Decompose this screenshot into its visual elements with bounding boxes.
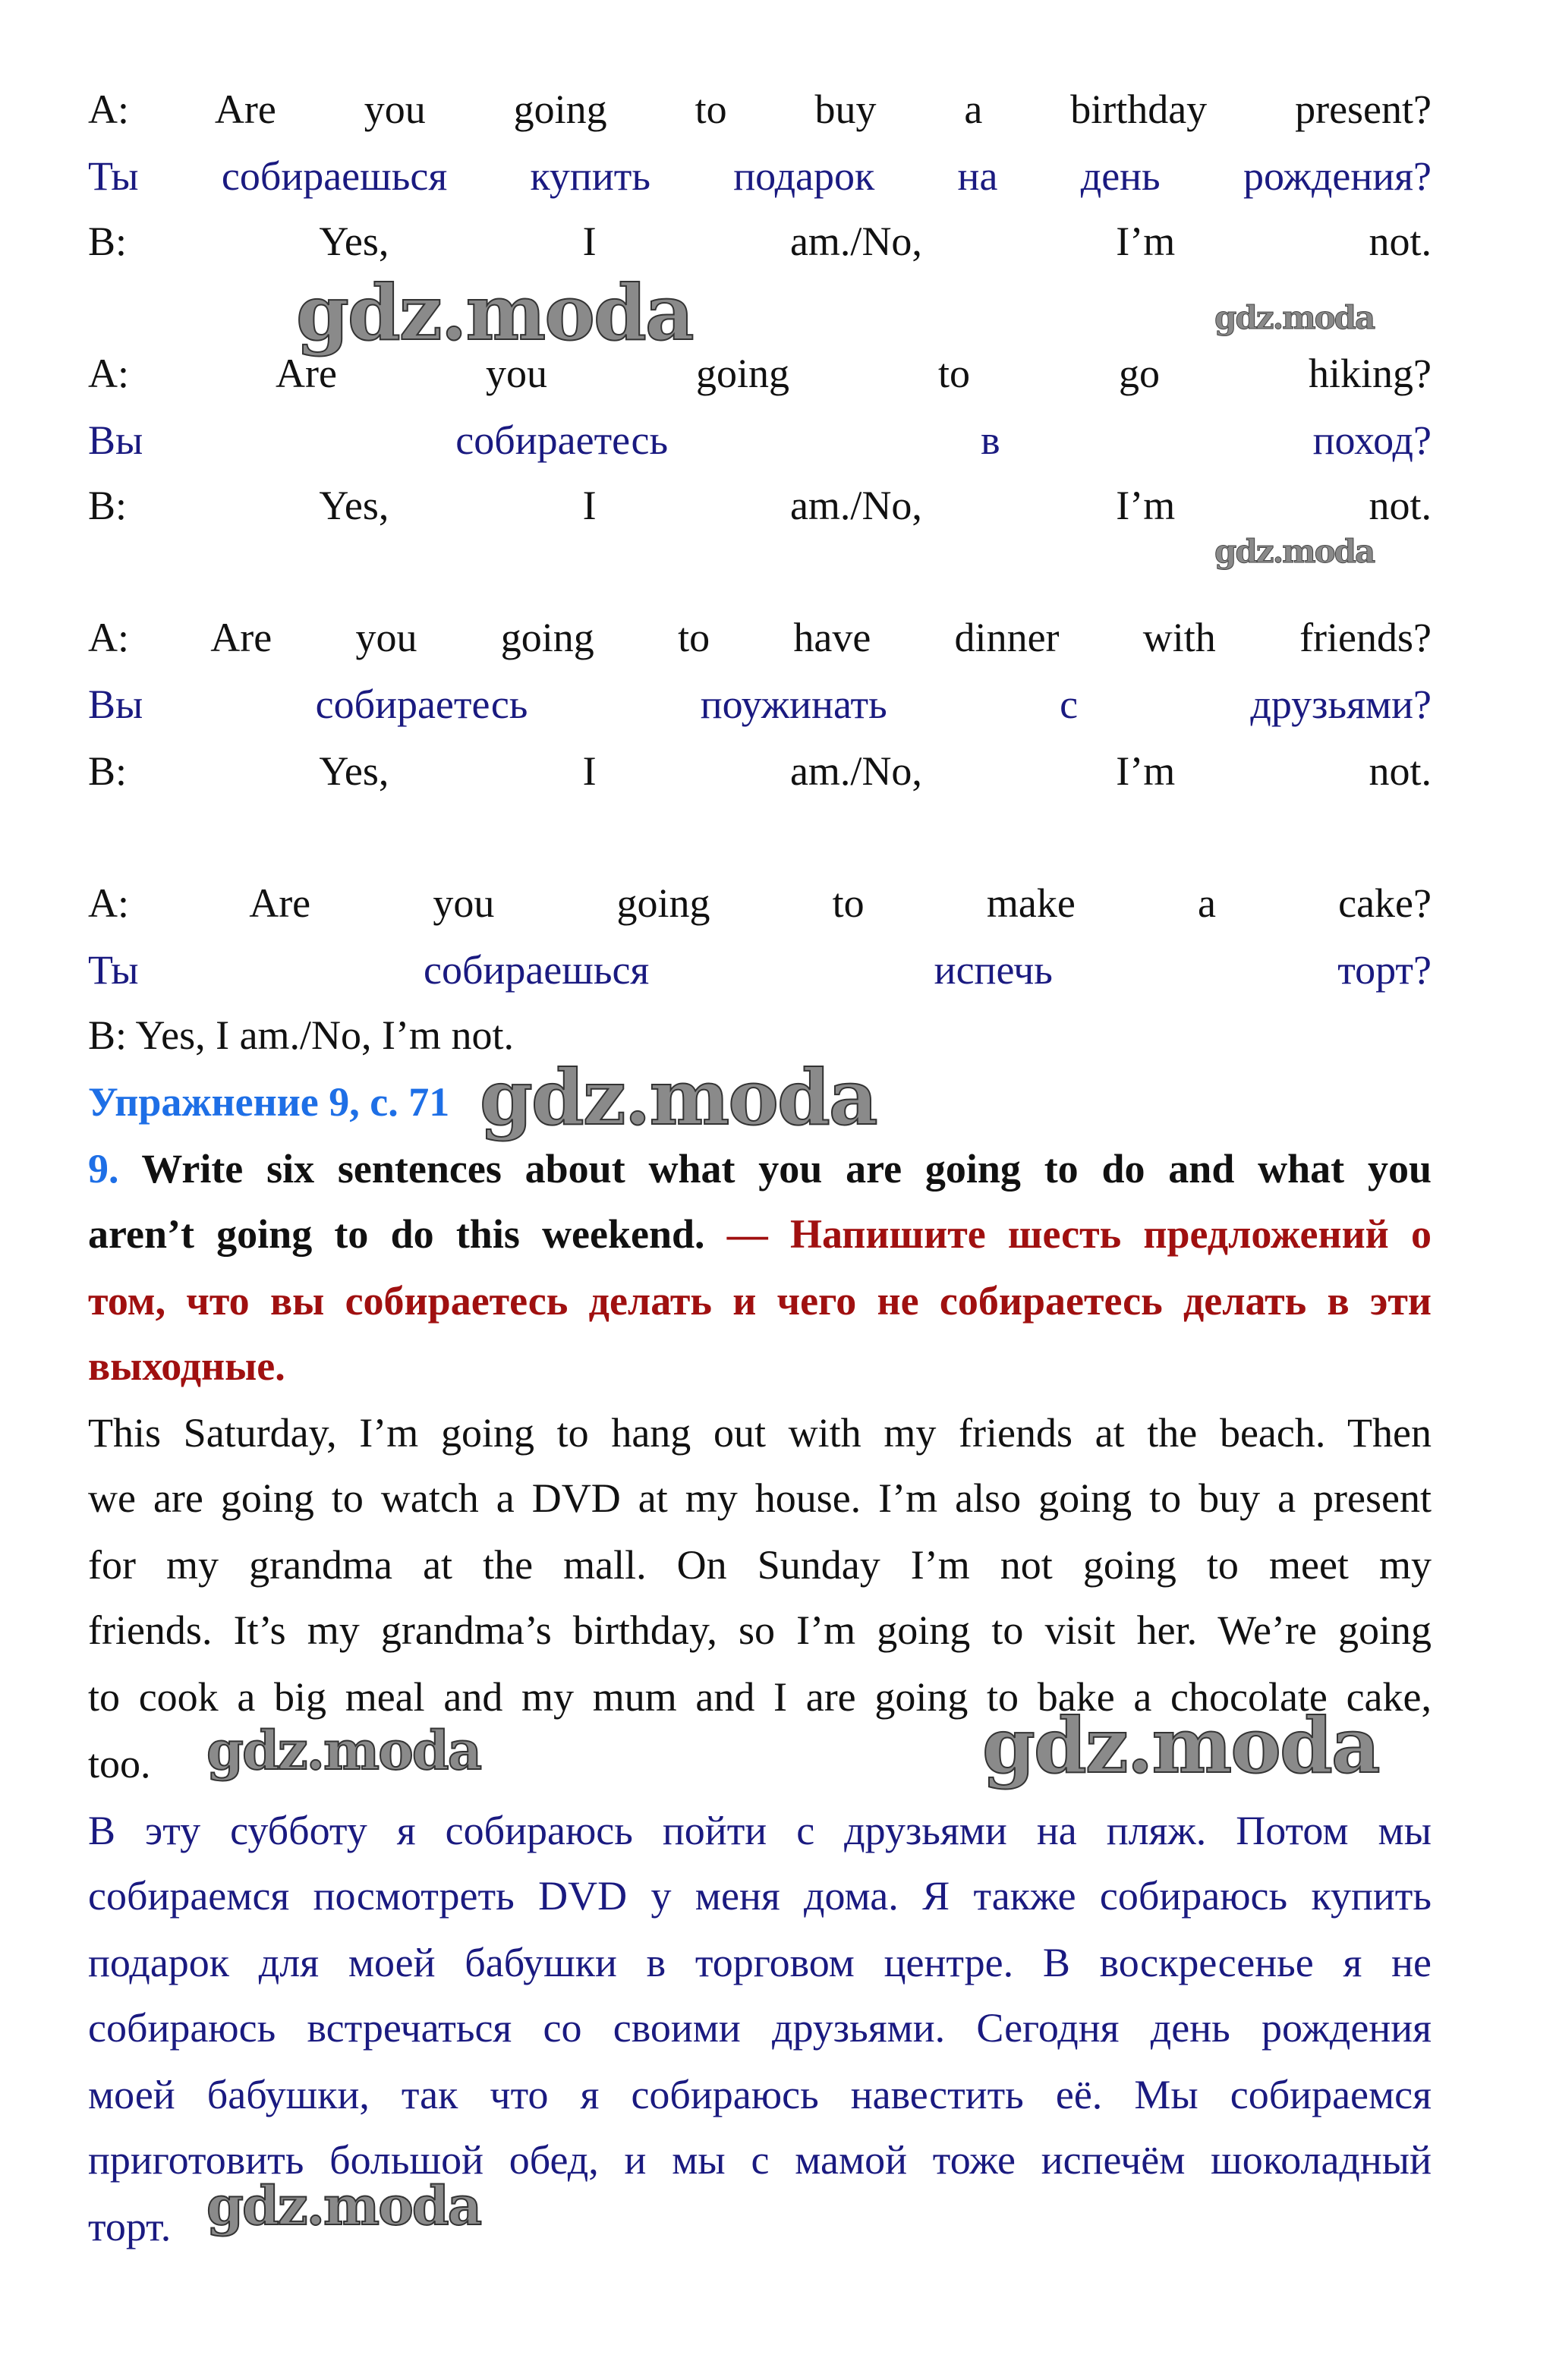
- dialogue-2-answer: B: Yes, I am./No, I’m not.: [88, 483, 1432, 528]
- task-ru-2: том, что вы собираетесь делать и чего не собираетесь делать в эти: [88, 1278, 1432, 1324]
- dialogue-3-answer: B: Yes, I am./No, I’m not.: [88, 748, 1432, 794]
- answer-en-line: This Saturday, I’m going to hang out with my friends at the beach. Then: [88, 1410, 1432, 1456]
- dialogue-4-question: A: Are you going to make a cake?: [88, 880, 1432, 926]
- dialogue-3-question: A: Are you going to have dinner with friends?: [88, 615, 1432, 660]
- dialogue-2-question: A: Are you going to go hiking?: [88, 351, 1432, 396]
- watermark: gdz.moda: [982, 1701, 1379, 1790]
- dialogue-1-answer: B: Yes, I am./No, I’m not.: [88, 219, 1432, 264]
- task-ru-3: выходные.: [88, 1343, 285, 1389]
- answer-ru-line: В эту субботу я собираюсь пойти с друзьями на пляж. Потом мы: [88, 1808, 1432, 1853]
- watermark: gdz.moda: [480, 1053, 877, 1142]
- answer-ru-line: собираемся посмотреть DVD у меня дома. Я также собираюсь купить: [88, 1873, 1432, 1919]
- task-line-2: [88, 1204, 1432, 1264]
- task-en-2: aren’t going to do this weekend.: [88, 1211, 705, 1257]
- answer-en-line: too.: [88, 1741, 151, 1787]
- watermark: gdz.moda: [206, 2174, 481, 2237]
- watermark: gdz.moda: [296, 268, 693, 357]
- answer-en-line: friends. It’s my grandma’s birthday, so I’m going to visit her. We’re going: [88, 1607, 1432, 1653]
- dialogue-1-question: A: Are you going to buy a birthday present?: [88, 87, 1432, 132]
- dialogue-1-translation: Ты собираешься купить подарок на день рождения?: [88, 153, 1432, 199]
- exercise-number: 9.: [88, 1146, 119, 1192]
- dialogue-4-translation: Ты собираешься испечь торт?: [88, 947, 1432, 993]
- answer-ru-line: приготовить большой обед, и мы с мамой тоже испечём шоколадный: [88, 2137, 1432, 2183]
- watermark: gdz.moda: [1214, 299, 1375, 336]
- answer-ru-line: собираюсь встречаться со своими друзьями. Сегодня день рождения: [88, 2005, 1432, 2051]
- task-en-1: Write six sentences about what you are going to do and what you: [141, 1146, 1432, 1192]
- answer-ru-line: торт.: [88, 2204, 172, 2249]
- watermark: gdz.moda: [206, 1719, 481, 1782]
- dialogue-4-answer: B: Yes, I am./No, I’m not.: [88, 1012, 515, 1058]
- dialogue-3-translation: Вы собираетесь поужинать с друзьями?: [88, 682, 1432, 727]
- watermark: gdz.moda: [1214, 533, 1375, 570]
- answer-ru-line: моей бабушки, так что я собираюсь навестить её. Мы собираемся: [88, 2072, 1432, 2117]
- task-line-1: [88, 1138, 1432, 1199]
- answer-ru-line: подарок для моей бабушки в торговом центре. В воскресенье я не: [88, 1940, 1432, 1985]
- task-ru-1: — Напишите шесть предложений о: [726, 1211, 1432, 1257]
- answer-en-line: for my grandma at the mall. On Sunday I’m not going to meet my: [88, 1542, 1432, 1588]
- answer-en-line: to cook a big meal and my mum and I are going to bake a chocolate cake,: [88, 1674, 1432, 1720]
- dialogue-2-translation: Вы собираетесь в поход?: [88, 417, 1432, 463]
- exercise-title: Упражнение 9, с. 71: [88, 1079, 450, 1125]
- answer-en-line: we are going to watch a DVD at my house. I’m also going to buy a present: [88, 1475, 1432, 1521]
